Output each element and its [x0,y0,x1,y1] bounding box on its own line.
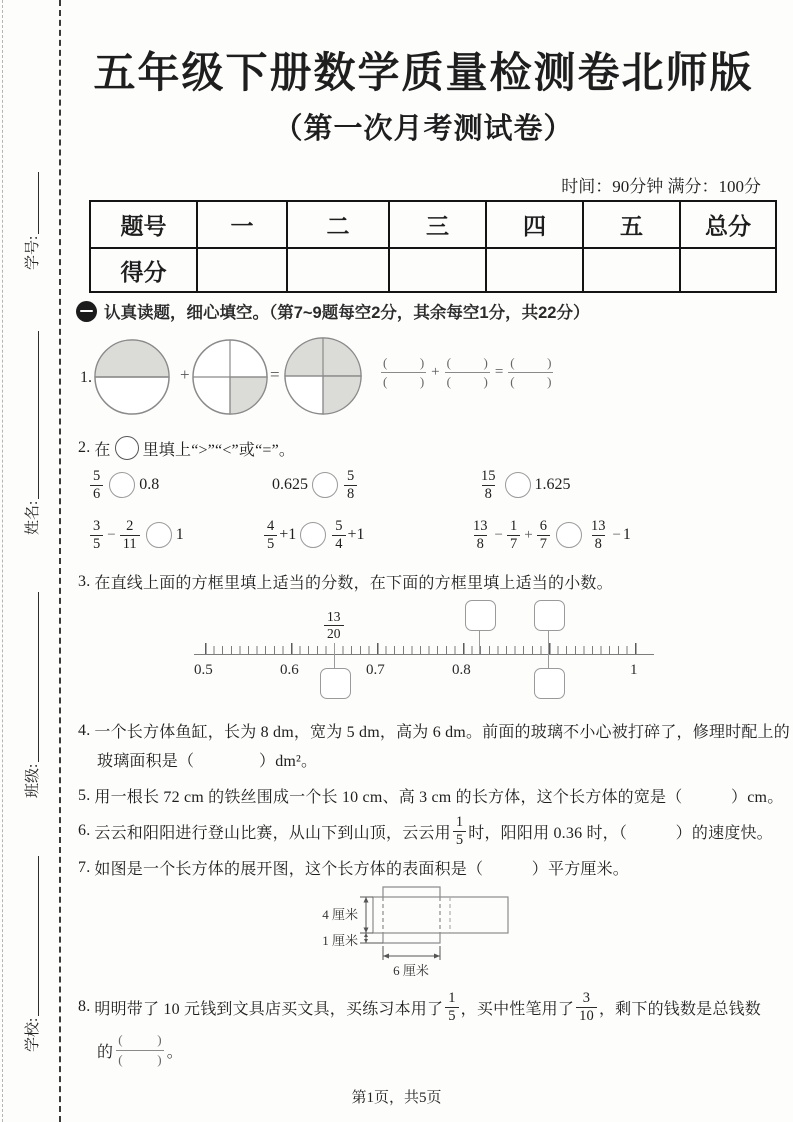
fraction-6-7: $\frac{6}{7}$ [537,518,550,552]
comparison-6-minus: − [494,526,503,543]
q8-line2-pre: 的 [97,1043,114,1061]
question-2-prompt [78,436,295,460]
student-id-blank-line [38,172,40,234]
fraction-5-6: $\frac{5}{6}$ [90,468,103,502]
question-5 [78,784,783,807]
section-1-header [76,299,589,323]
comparison-6-circle [556,522,582,548]
comparison-6-rhs-minus: − [612,526,621,543]
q1-blank-plus: + [431,364,440,381]
page-title: 五年级下册数学质量检测卷北师版 [93,51,754,97]
axis-label-0-8: 0.8 [452,662,471,678]
connector-09 [548,630,549,668]
col-section-3: 三 [389,201,486,248]
score-cell-total [680,248,776,292]
comparison-2 [272,468,359,502]
q2-example-circle [115,436,139,460]
net-top-flap [383,887,440,897]
net-bottom-flap [383,933,440,943]
q3-number: 3. [78,572,91,590]
comparison-4 [88,518,184,552]
question-1 [0,335,793,427]
fraction-15-8: $\frac{15}{8}$ [481,468,496,502]
q1-circle-quarter-shaded [190,337,270,417]
comparison-1-rhs: 0.8 [139,476,160,494]
axis-label-1: 1 [630,662,638,678]
q7-prompt-text: 如图是一个长方体的展开图，这个长方体的表面积是（ ）平方厘米。 [94,861,630,878]
page-footer: 第1页，共5页 [351,1090,442,1106]
score-cell-5 [583,248,680,292]
number-line-major-ticks [205,643,637,654]
q1-blank-fraction-2: ( ) ( ) [446,355,488,390]
question-4-line1 [78,719,790,742]
score-cell-4 [486,248,583,292]
question-3-prompt [78,570,613,593]
class-label: 班级: [25,763,41,798]
comparison-4-minus: − [107,526,116,543]
col-section-5: 五 [583,201,680,248]
q1-blank-fraction-3: ( ) ( ) [510,355,552,390]
q2-number: 2. [78,439,91,456]
school-label: 学校: [25,1017,41,1052]
q1-circle-half-shaded [92,337,172,417]
fraction-13-20: $\frac{13}{20}$ [324,609,344,641]
connector-13-20 [334,643,335,668]
q4-number: 4. [78,721,91,739]
comparison-5-plus-one: +1 [279,526,297,544]
answer-box-below-065 [320,668,351,699]
q6-number: 6. [78,822,91,839]
q8-text-mid: ，买中性笔用了 [460,1000,575,1018]
q7-net-diagram [300,878,530,983]
sidebar-field-school [16,856,42,1052]
q8-number: 8. [78,998,91,1015]
score-table [89,200,777,293]
sidebar-field-student-id [16,172,42,270]
fraction-4-5: $\frac{4}{5}$ [264,518,277,552]
comparison-2-circle [312,472,338,498]
axis-label-0-6: 0.6 [280,662,299,678]
q8-line2-post: 。 [166,1043,183,1061]
col-total: 总分 [680,201,776,248]
q4-text-line2: 玻璃面积是（ ）dm²。 [97,753,318,770]
fraction-1-5-q8: $\frac{1}{5}$ [445,990,458,1024]
fraction-13-8: $\frac{13}{8}$ [473,518,488,552]
comparison-5-circle [300,522,326,548]
q1-number: 1. [80,369,92,386]
score-cell-1 [197,248,287,292]
comparison-6 [468,518,631,552]
question-8-line2 [97,1030,183,1070]
question-6 [78,812,773,850]
fraction-5-8: $\frac{5}{8}$ [344,468,357,502]
number-line-axis [194,654,654,655]
q1-blank-equals: = [494,364,504,381]
fraction-3-10: $\frac{3}{10}$ [576,990,597,1024]
score-table-score-row [90,248,776,292]
fraction-5-4: $\frac{5}{4}$ [332,518,345,552]
q5-number: 5. [78,786,91,804]
student-id-label: 学号: [25,235,41,270]
comparison-5-plus-one-2: +1 [347,526,365,544]
question-7-prompt [78,856,629,879]
q4-text-line1: 一个长方体鱼缸，长为 8 dm，宽为 5 dm，高为 6 dm。前面的玻璃不小心被打碎了，修理时配上的 [94,724,790,741]
question-4-line2 [97,748,317,771]
answer-box-above-082 [465,600,496,631]
page-subtitle: （第一次月考测试卷） [273,113,574,145]
q1-blank-fraction-1: ( ) ( ) [383,355,425,390]
fraction-13-8-rhs: $\frac{13}{8}$ [590,518,606,552]
comparison-2-lhs: 0.625 [272,476,308,494]
col-section-4: 四 [486,201,583,248]
q3-prompt-text: 在直线上面的方框里填上适当的分数，在下面的方框里填上适当的小数。 [94,575,613,592]
fraction-2-11: $\frac{2}{11}$ [120,518,140,552]
comparison-1 [88,468,159,502]
comparison-4-circle [146,522,172,548]
comparison-5 [262,518,365,552]
axis-label-0-7: 0.7 [366,662,385,678]
axis-label-0-5: 0.5 [194,662,213,678]
dim-label-1cm: 1 厘米 [322,933,358,948]
comparison-3 [476,468,571,502]
question-2-comparisons [0,463,793,568]
comparison-4-rhs: 1 [175,526,184,544]
q3-number-line [0,595,793,710]
q5-text: 用一根长 72 cm 的铁丝围成一个长 10 cm、高 3 cm 的长方体，这个长方体的宽是（ ）cm。 [94,789,784,806]
fraction-1-5: $\frac{1}{5}$ [453,814,466,848]
comparison-3-rhs: 1.625 [534,476,571,494]
q6-text-post: 时，阳阳用 0.36 时，（ ）的速度快。 [468,824,773,842]
q2-prompt-pre: 在 [94,441,111,459]
score-row-label: 得分 [90,248,197,292]
q2-prompt-post: 里填上“>”“<”或“=”。 [142,441,296,459]
fraction-3-5: $\frac{3}{5}$ [90,518,103,552]
score-table-header-row [90,201,776,248]
section-1-title: 认真读题，细心填空。（第7~9题每空2分，其余每空1分，共22分） [104,304,590,322]
section-one-badge-icon [76,301,97,322]
comparison-1-circle [109,472,135,498]
question-8-line1 [78,988,761,1026]
school-blank-line [38,856,40,1016]
q7-number: 7. [78,858,91,876]
q6-text-pre: 云云和阳阳进行登山比赛，从山下到山顶，云云用 [94,824,451,842]
q1-plus-sign: + [180,365,190,384]
q1-answer-blanks [378,355,556,391]
q1-circle-three-quarter-shaded [282,335,364,417]
comparison-6-plus: + [524,526,533,543]
col-question-number: 题号 [90,201,197,248]
badge-dash-glyph [80,310,93,313]
dim-label-6cm: 6 厘米 [393,963,429,978]
fraction-1-7: $\frac{1}{7}$ [507,518,520,552]
q8-blank-fraction: ( ) ( ) [118,1032,162,1067]
dim-label-4cm: 4 厘米 [322,907,358,922]
col-section-1: 一 [197,201,287,248]
answer-box-above-09 [534,600,565,631]
name-label: 姓名: [25,500,41,535]
answer-box-below-09 [534,668,565,699]
connector-082 [479,630,480,654]
comparison-3-circle [505,472,531,498]
score-cell-3 [389,248,486,292]
time-score-info: 时间：90分钟 满分：100分 [561,177,761,196]
score-cell-2 [287,248,389,292]
q8-text-pre: 明明带了 10 元钱到文具店买文具，买练习本用了 [94,1000,444,1018]
q1-equals-sign: = [270,365,280,384]
col-section-2: 二 [287,201,389,248]
q8-text-post: ，剩下的钱数是总钱数 [598,1000,761,1018]
comparison-6-rhs-one: 1 [622,526,631,544]
